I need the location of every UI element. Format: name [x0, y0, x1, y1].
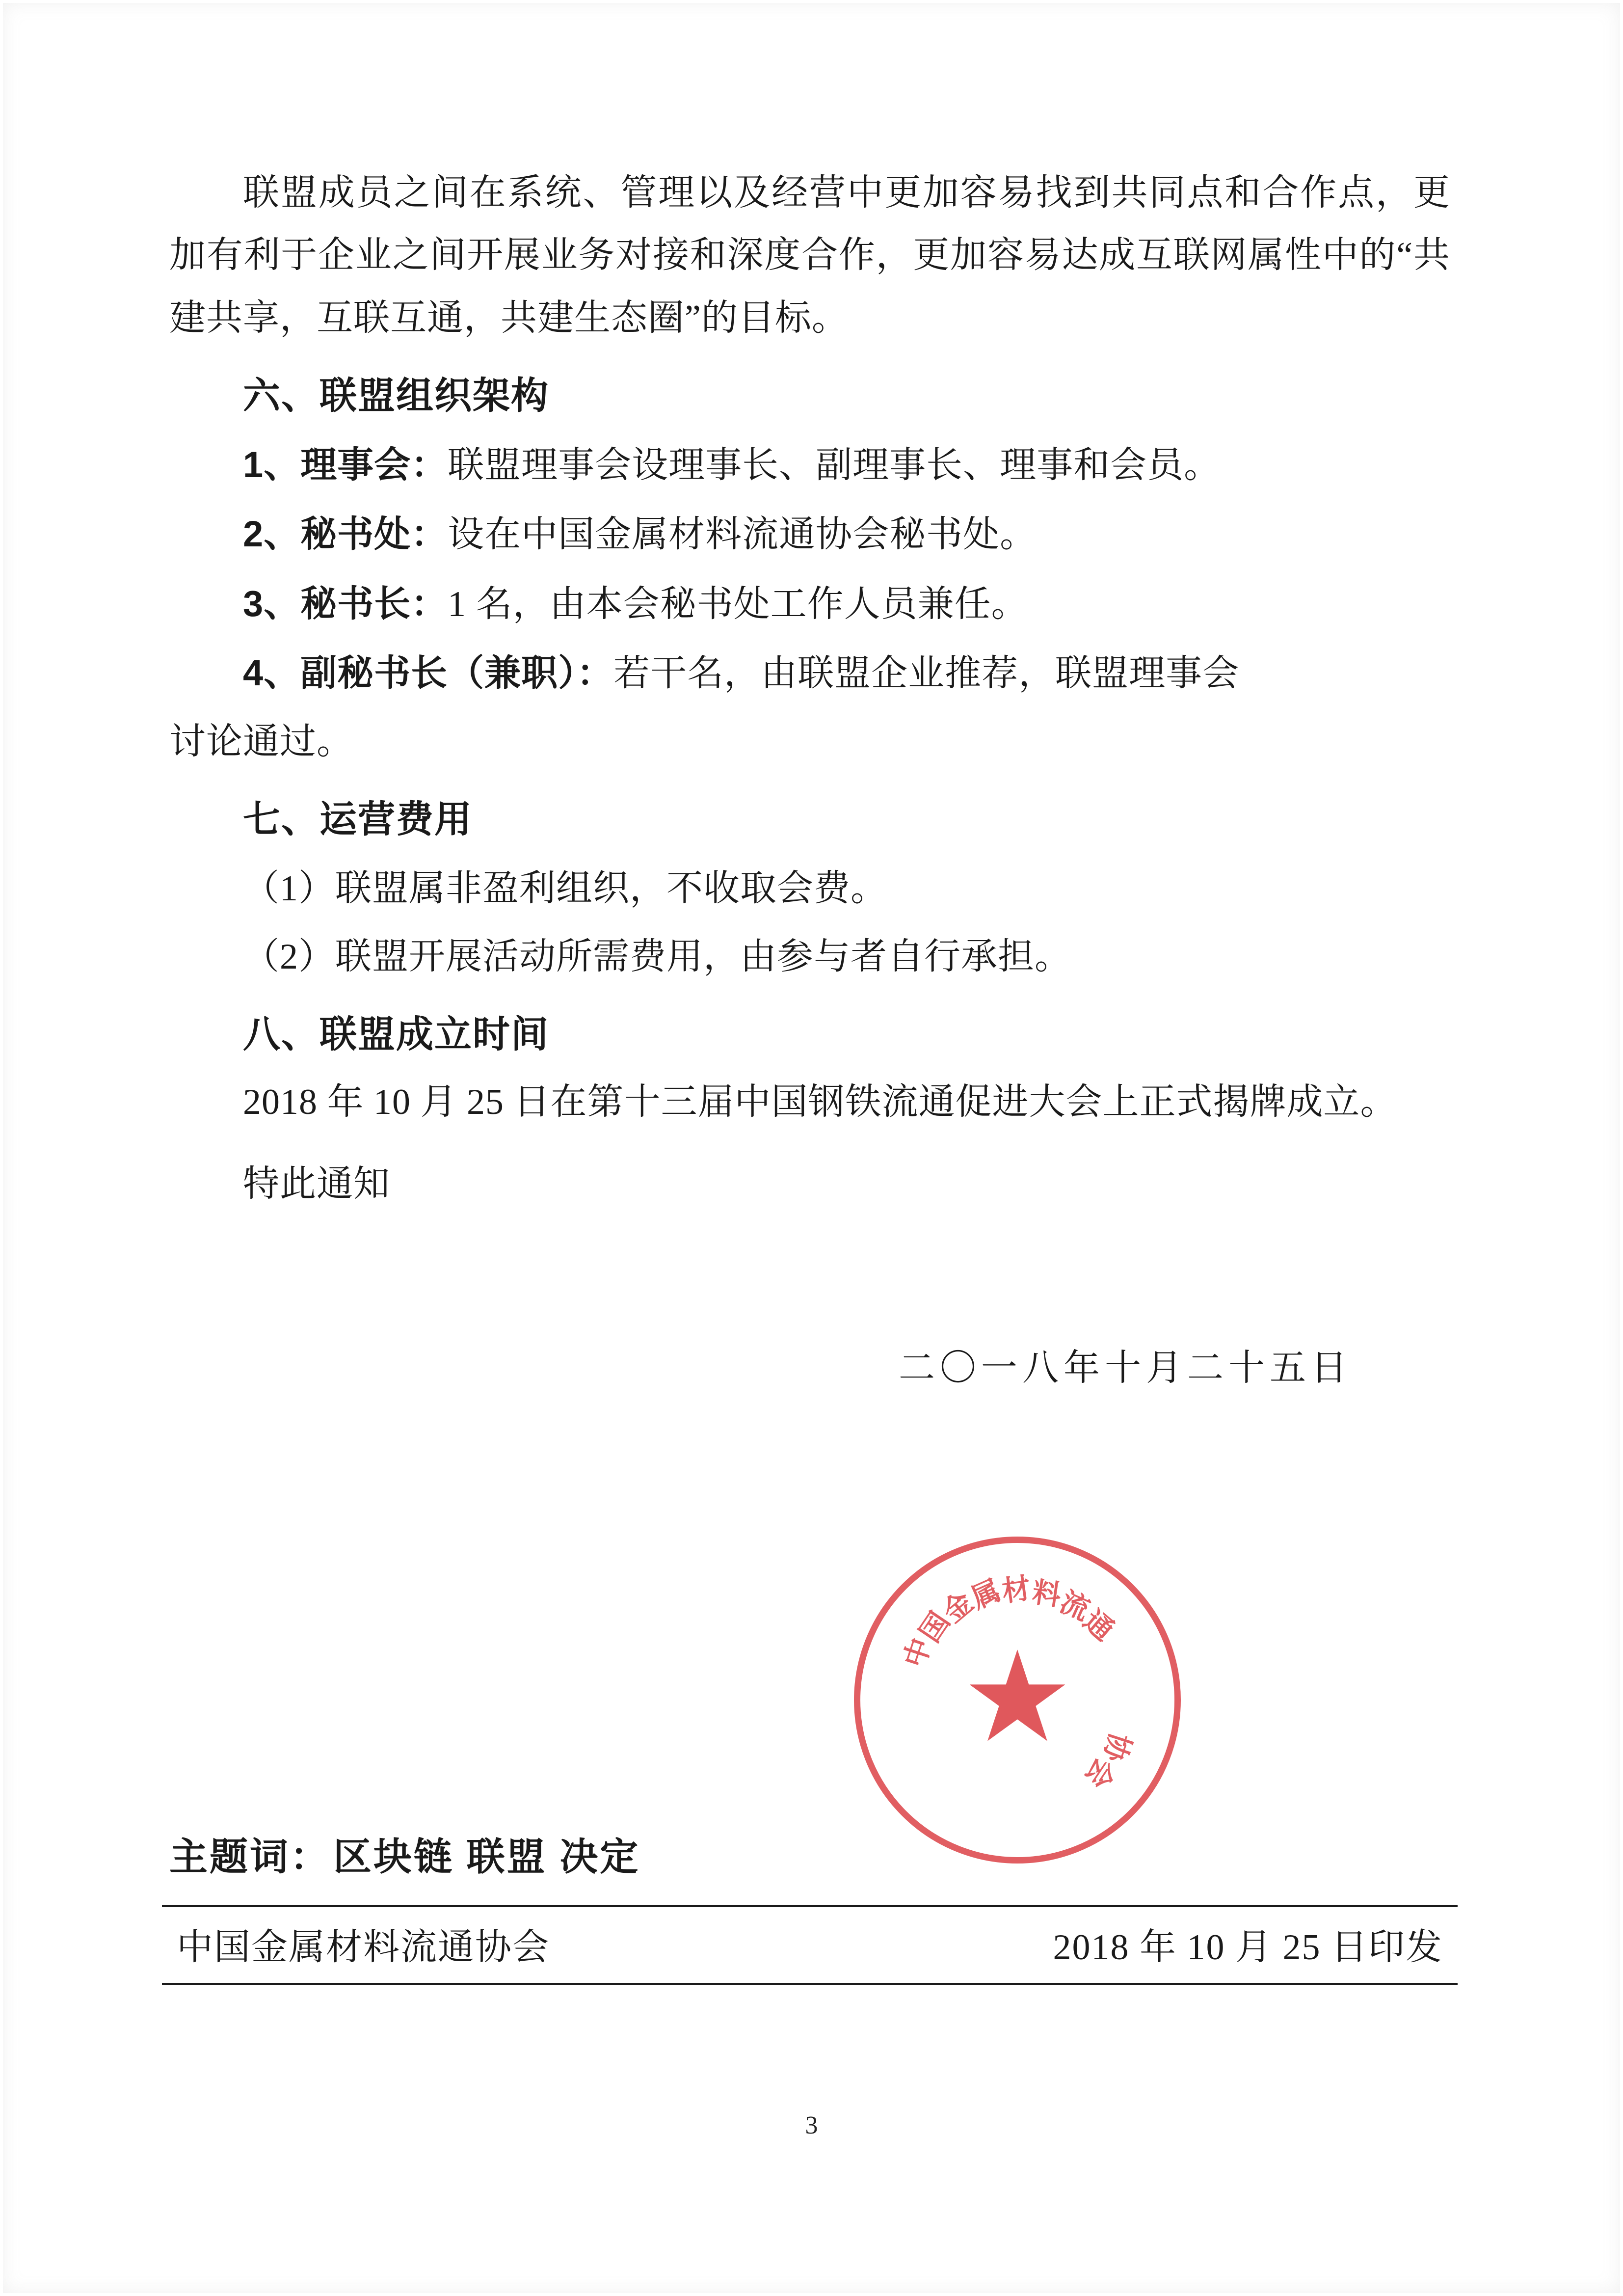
signature-date: 二〇一八年十月二十五日 — [899, 1348, 1352, 1388]
section-six-item-4-lead: 4、副秘书长（兼职）： — [243, 652, 614, 693]
section-six-item-3-lead: 3、秘书长： — [243, 583, 448, 624]
keywords-line — [169, 1826, 640, 1881]
section-six-item-2-text: 设在中国金属材料流通协会秘书处。 — [448, 514, 1037, 555]
document-content — [169, 162, 1450, 1391]
seal-star-icon: ★ — [965, 1643, 1069, 1757]
section-heading-seven: 七、运营费用 — [243, 799, 473, 841]
body-paragraph-1: 联盟成员之间在系统、管理以及经营中更加容易找到共同点和合作点，更加有利于企业之间开展业务对接和深度合作，更加容易达成互联网属性中的“共建共享，互联互通，共建生态圈”的目标。 — [169, 173, 1450, 338]
section-six-item-1-lead: 1、理事会： — [243, 444, 448, 485]
section-seven-item-1: （1）联盟属非盈利组织，不收取会费。 — [243, 868, 887, 909]
section-six-item-4-continuation: 讨论通过。 — [169, 722, 353, 762]
closing-notice: 特此通知 — [243, 1164, 390, 1205]
section-six-item-3 — [169, 572, 1450, 636]
section-six-item-2 — [169, 503, 1450, 566]
document-footer — [162, 1905, 1458, 1985]
section-eight-paragraph: 2018 年 10 月 25 日在第十三届中国钢铁流通促进大会上正式揭牌成立。 — [243, 1082, 1397, 1123]
section-heading-eight: 八、联盟成立时间 — [243, 1014, 549, 1056]
section-six-item-1 — [169, 433, 1450, 497]
footer-rule-bottom — [162, 1983, 1458, 1985]
section-six-item-3-text: 1 名，由本会秘书处工作人员兼任。 — [448, 584, 1028, 624]
page-number: 3 — [805, 2111, 818, 2139]
section-six-item-1-text: 联盟理事会设理事长、副理事长、理事和会员。 — [448, 445, 1221, 486]
keywords-label: 主题词： — [169, 1835, 331, 1878]
footer-row — [162, 1907, 1458, 1983]
footer-issuer: 中国金属材料流通协会 — [177, 1927, 550, 1968]
keywords-value: 区块链 联盟 决定 — [333, 1835, 640, 1878]
section-six-item-4-text: 若干名，由联盟企业推荐，联盟理事会 — [613, 653, 1240, 694]
section-seven-item-2: （2）联盟开展活动所需费用，由参与者自行承担。 — [243, 936, 1071, 977]
section-heading-six: 六、联盟组织架构 — [243, 375, 549, 417]
seal-ring-text: 中 国 金 属 材 料 流 通 协 会 — [898, 1572, 1137, 1794]
footer-issue-date: 2018 年 10 月 25 日印发 — [1053, 1927, 1443, 1968]
seal-stamp-icon — [854, 1537, 1181, 1864]
section-six-item-4 — [169, 642, 1450, 705]
section-six-item-2-lead: 2、秘书处： — [243, 513, 448, 555]
